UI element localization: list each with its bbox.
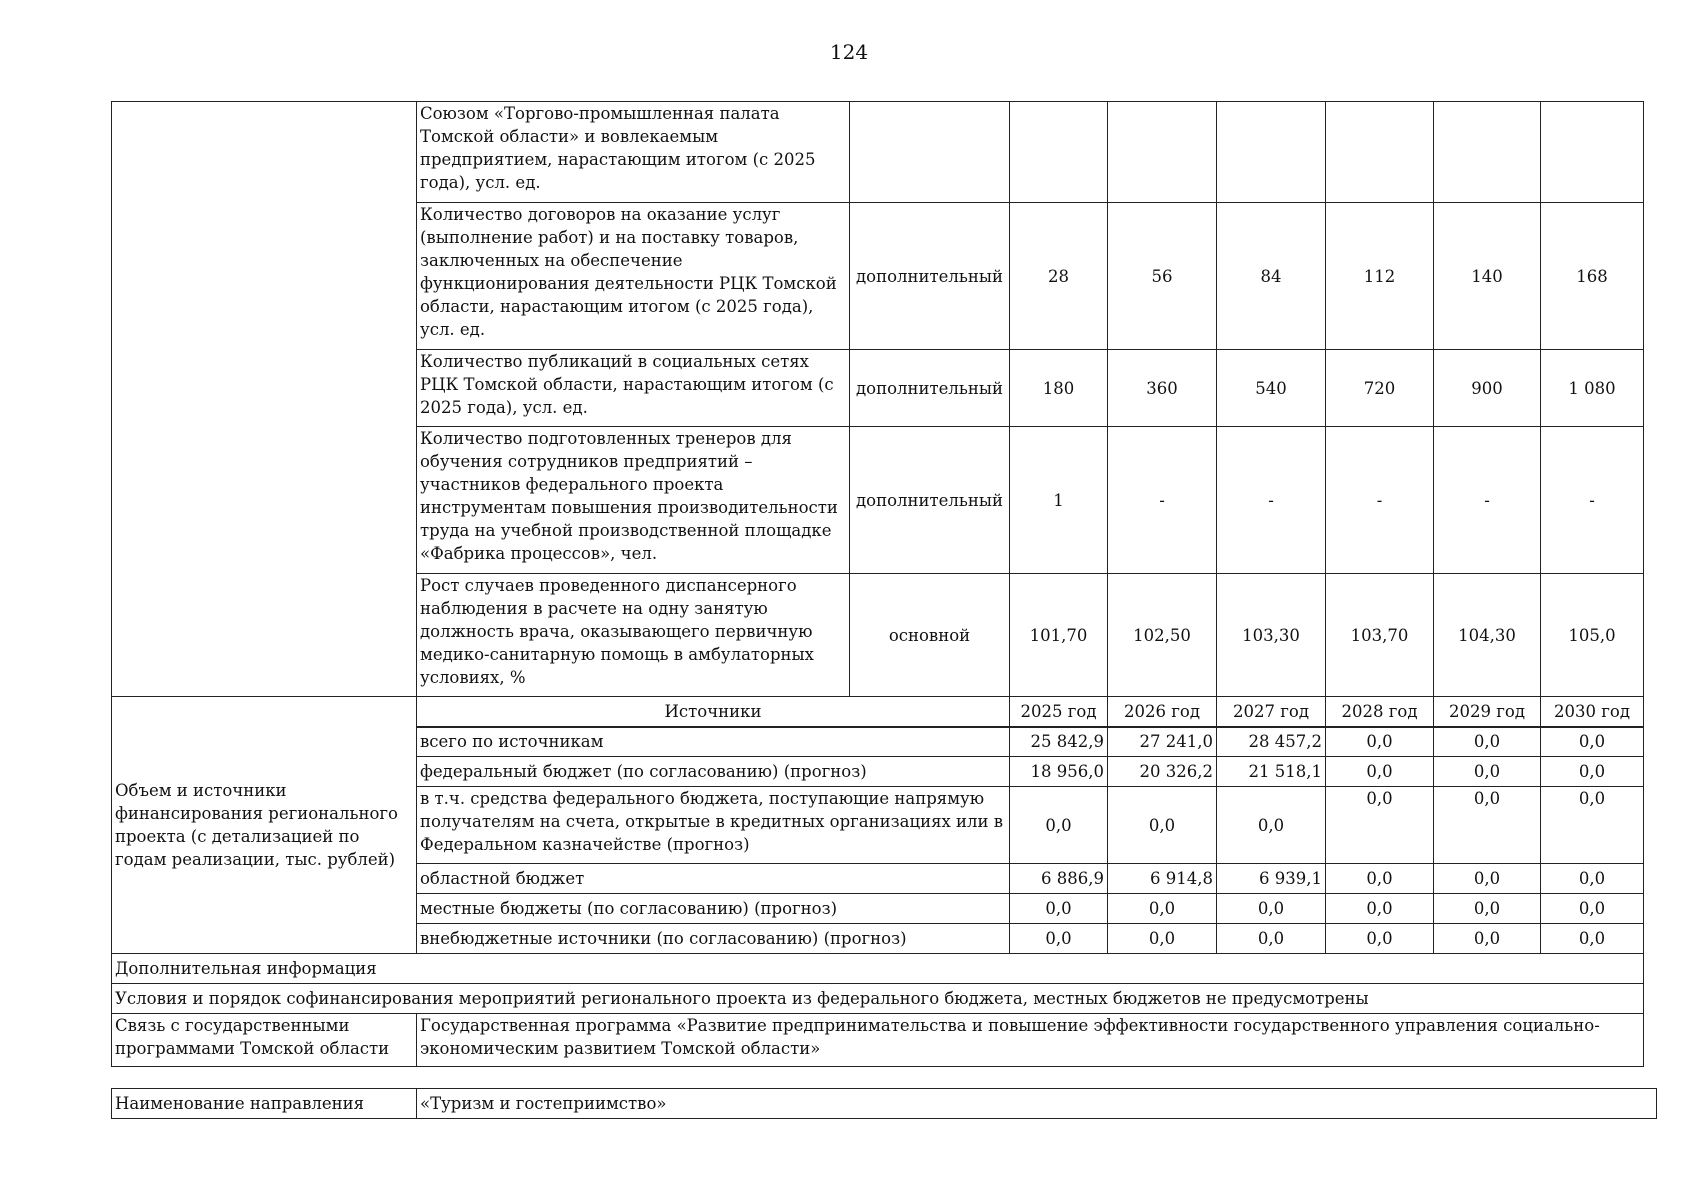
source-value: 0,0	[1434, 727, 1541, 757]
additional-info-text-row	[112, 984, 1644, 1014]
source-value: 0,0	[1326, 727, 1434, 757]
source-value: 0,0	[1541, 757, 1644, 787]
indicator-value: 103,30	[1217, 574, 1326, 697]
direction-label: Наименование направления	[112, 1089, 417, 1119]
source-value: 0,0	[1217, 787, 1326, 864]
page-number: 124	[829, 40, 869, 64]
indicator-value: 103,70	[1326, 574, 1434, 697]
indicator-name: Союзом «Торгово-промышленная палата Томской области» и вовлекаемым предприятием, нарастающим итогом (с 2025 года), усл. ед.	[417, 102, 850, 203]
source-value: 0,0	[1541, 864, 1644, 894]
source-value: 0,0	[1326, 924, 1434, 954]
indicator-value	[1217, 102, 1326, 203]
indicator-value: -	[1326, 427, 1434, 574]
indicator-type: дополнительный	[850, 350, 1010, 427]
additional-info-heading: Дополнительная информация	[112, 954, 1644, 984]
source-name: областной бюджет	[417, 864, 1010, 894]
indicator-value: -	[1217, 427, 1326, 574]
indicator-name: Рост случаев проведенного диспансерного наблюдения в расчете на одну занятую должность врача, оказывающего первичную медико-санитарную помощь в амбулаторных условиях, %	[417, 574, 850, 697]
source-value: 0,0	[1108, 894, 1217, 924]
source-value: 0,0	[1541, 787, 1644, 864]
indicator-type: дополнительный	[850, 427, 1010, 574]
source-value: 0,0	[1541, 727, 1644, 757]
source-value: 0,0	[1326, 787, 1434, 864]
indicator-value: 101,70	[1010, 574, 1108, 697]
source-value: 20 326,2	[1108, 757, 1217, 787]
source-name: федеральный бюджет (по согласованию) (прогноз)	[417, 757, 1010, 787]
source-value: 0,0	[1541, 924, 1644, 954]
source-value: 0,0	[1217, 894, 1326, 924]
source-value: 6 914,8	[1108, 864, 1217, 894]
indicator-value: 140	[1434, 203, 1541, 350]
sources-header: Источники	[417, 697, 1010, 727]
indicator-value: 28	[1010, 203, 1108, 350]
year-header: 2028 год	[1326, 697, 1434, 727]
source-value: 0,0	[1010, 894, 1108, 924]
indicator-value: 720	[1326, 350, 1434, 427]
indicator-value: 360	[1108, 350, 1217, 427]
source-name: внебюджетные источники (по согласованию) (прогноз)	[417, 924, 1010, 954]
indicator-value: 84	[1217, 203, 1326, 350]
source-value: 0,0	[1541, 894, 1644, 924]
indicator-value	[1326, 102, 1434, 203]
year-header: 2025 год	[1010, 697, 1108, 727]
state-programs-text: Государственная программа «Развитие предпринимательства и повышение эффективности государственного управления социально-экономическим развитием Томской области»	[417, 1014, 1644, 1067]
indicator-type: основной	[850, 574, 1010, 697]
source-name: в т.ч. средства федерального бюджета, поступающие напрямую получателям на счета, открытые в кредитных организациях или в Федеральном казначействе (прогноз)	[417, 787, 1010, 864]
indicator-value: -	[1434, 427, 1541, 574]
state-programs-row	[112, 1014, 1644, 1067]
indicator-value: 1 080	[1541, 350, 1644, 427]
indicator-type: дополнительный	[850, 203, 1010, 350]
project-table	[111, 101, 1644, 1067]
year-header: 2026 год	[1108, 697, 1217, 727]
source-value: 21 518,1	[1217, 757, 1326, 787]
indicator-value: 56	[1108, 203, 1217, 350]
source-value: 0,0	[1108, 924, 1217, 954]
source-value: 18 956,0	[1010, 757, 1108, 787]
indicator-value: -	[1108, 427, 1217, 574]
indicator-value: -	[1541, 427, 1644, 574]
indicator-value	[1010, 102, 1108, 203]
additional-info-heading-row	[112, 954, 1644, 984]
source-value: 0,0	[1010, 787, 1108, 864]
direction-table	[111, 1088, 1657, 1119]
indicator-value: 1	[1010, 427, 1108, 574]
source-value: 0,0	[1108, 787, 1217, 864]
indicator-type	[850, 102, 1010, 203]
source-value: 0,0	[1010, 924, 1108, 954]
indicator-value	[1108, 102, 1217, 203]
indicator-name: Количество договоров на оказание услуг (выполнение работ) и на поставку товаров, заключенных на обеспечение функционирования деятельности РЦК Томской области, нарастающим итогом (с 2025 года), усл. ед.	[417, 203, 850, 350]
source-value: 0,0	[1326, 894, 1434, 924]
indicator-value: 900	[1434, 350, 1541, 427]
direction-row	[112, 1089, 1657, 1119]
source-value: 0,0	[1326, 757, 1434, 787]
source-name: местные бюджеты (по согласованию) (прогноз)	[417, 894, 1010, 924]
source-value: 6 939,1	[1217, 864, 1326, 894]
source-value: 0,0	[1434, 864, 1541, 894]
financing-label: Объем и источники финансирования регионального проекта (с детализацией по годам реализации, тыс. рублей)	[112, 697, 417, 954]
indicator-value: 540	[1217, 350, 1326, 427]
source-value: 25 842,9	[1010, 727, 1108, 757]
indicator-value: 104,30	[1434, 574, 1541, 697]
indicator-name: Количество подготовленных тренеров для обучения сотрудников предприятий – участников федерального проекта инструментам повышения производительности труда на учебной производственной площадке «Фабрика процессов», чел.	[417, 427, 850, 574]
source-value: 0,0	[1326, 864, 1434, 894]
source-value: 0,0	[1434, 787, 1541, 864]
indicator-value: 105,0	[1541, 574, 1644, 697]
source-value: 0,0	[1434, 894, 1541, 924]
source-value: 6 886,9	[1010, 864, 1108, 894]
additional-info-text: Условия и порядок софинансирования мероприятий регионального проекта из федерального бюджета, местных бюджетов не предусмотрены	[112, 984, 1644, 1014]
year-header: 2027 год	[1217, 697, 1326, 727]
indicator-value: 168	[1541, 203, 1644, 350]
indicator-value	[1434, 102, 1541, 203]
state-programs-label: Связь с государственными программами Томской области	[112, 1014, 417, 1067]
year-header: 2030 год	[1541, 697, 1644, 727]
indicator-value: 112	[1326, 203, 1434, 350]
source-value: 0,0	[1434, 924, 1541, 954]
indicator-value	[1541, 102, 1644, 203]
indicator-row	[112, 102, 1644, 203]
indicator-value: 180	[1010, 350, 1108, 427]
source-value: 0,0	[1217, 924, 1326, 954]
source-name: всего по источникам	[417, 727, 1010, 757]
source-value: 0,0	[1434, 757, 1541, 787]
source-value: 28 457,2	[1217, 727, 1326, 757]
direction-value: «Туризм и гостеприимство»	[417, 1089, 1657, 1119]
financing-header-row	[112, 697, 1644, 727]
year-header: 2029 год	[1434, 697, 1541, 727]
indicator-value: 102,50	[1108, 574, 1217, 697]
empty-label-cell	[112, 102, 417, 697]
source-value: 27 241,0	[1108, 727, 1217, 757]
indicator-name: Количество публикаций в социальных сетях РЦК Томской области, нарастающим итогом (с 2025 года), усл. ед.	[417, 350, 850, 427]
